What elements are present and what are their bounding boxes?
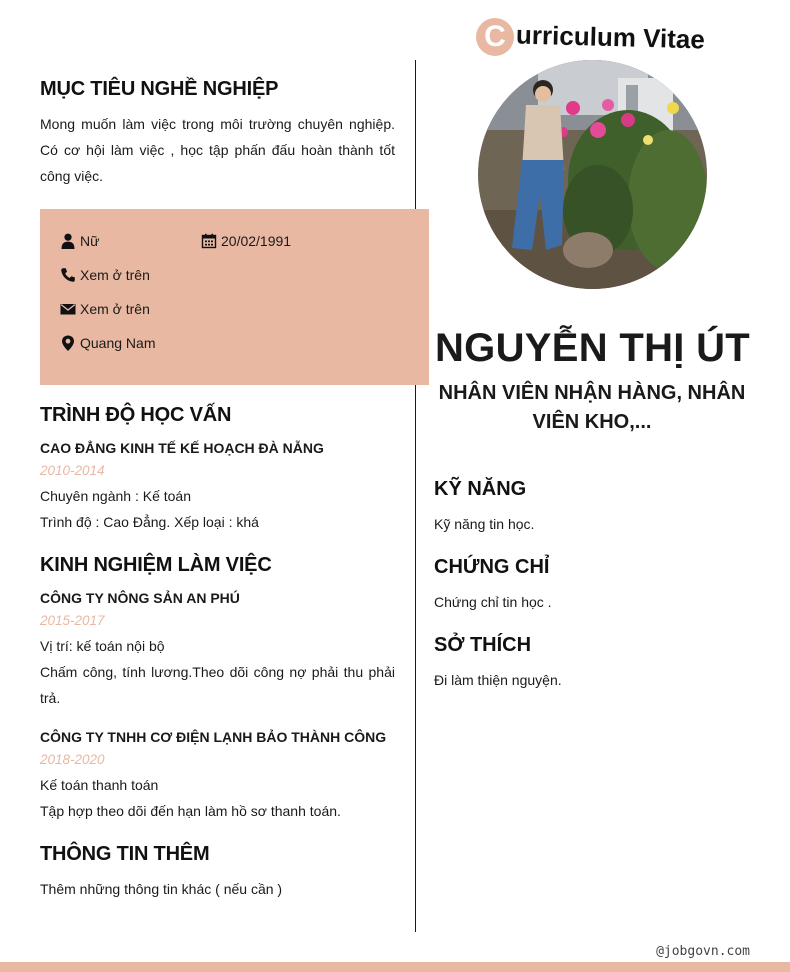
skills-heading: KỸ NĂNG xyxy=(434,478,527,500)
phone-icon xyxy=(60,267,76,283)
footer-bar xyxy=(0,962,790,972)
address-value: Quang Nam xyxy=(80,335,156,351)
job-description: Chấm công, tính lương.Theo dõi công nợ phải thu phải trả. xyxy=(40,664,395,706)
calendar-icon xyxy=(201,233,217,249)
logo-title: urriculum Vitae xyxy=(515,19,706,54)
hobbies-text: Đi làm thiện nguyện. xyxy=(434,672,562,688)
job-description: Tập hợp theo dõi đến hạn làm hồ sơ thanh toán. xyxy=(40,803,341,819)
person-icon xyxy=(60,233,76,249)
birthdate-row xyxy=(201,233,291,249)
profile-photo-image xyxy=(478,60,707,289)
job-period: 2015-2017 xyxy=(40,613,105,628)
certificates-heading: CHỨNG CHỈ xyxy=(434,556,550,578)
education-heading: TRÌNH ĐỘ HỌC VẤN xyxy=(40,404,232,426)
personal-info-box xyxy=(40,209,429,385)
additional-info-text: Thêm những thông tin khác ( nếu cần ) xyxy=(40,881,283,897)
education-period: 2010-2014 xyxy=(40,463,105,478)
location-pin-icon xyxy=(60,334,76,352)
desired-position: NHÂN VIÊN NHẬN HÀNG, NHÂN VIÊN KHO,... xyxy=(438,382,746,433)
birthdate-value: 20/02/1991 xyxy=(221,233,292,249)
gender-value: Nữ xyxy=(80,233,100,249)
watermark: @jobgovn.com xyxy=(656,944,750,959)
envelope-icon xyxy=(60,301,76,317)
objective-text: Mong muốn làm việc trong môi trường chuyên nghiệp. Có cơ hội làm việc , học tập phấn đấu hoàn thành tốt công việc. xyxy=(40,116,395,184)
address-row xyxy=(60,334,155,352)
objective-heading: MỤC TIÊU NGHỀ NGHIỆP xyxy=(40,78,279,100)
phone-value: Xem ở trên xyxy=(80,267,150,283)
skills-text: Kỹ năng tin học. xyxy=(434,516,535,532)
logo-badge xyxy=(476,18,514,56)
profile-photo xyxy=(478,60,707,289)
email-value: Xem ở trên xyxy=(80,301,150,317)
additional-info-heading: THÔNG TIN THÊM xyxy=(40,843,210,865)
certificates-text: Chứng chỉ tin học . xyxy=(434,594,552,610)
job-position: Vị trí: kế toán nội bộ xyxy=(40,638,165,654)
cv-logo xyxy=(476,18,705,56)
phone-row xyxy=(60,267,150,283)
experience-heading: KINH NGHIỆM LÀM VIỆC xyxy=(40,554,272,576)
logo-letter: C xyxy=(484,20,506,53)
candidate-name: NGUYỄN THỊ ÚT xyxy=(434,326,750,370)
hobbies-heading: SỞ THÍCH xyxy=(434,634,532,656)
gender-row xyxy=(60,233,99,249)
job-company: CÔNG TY NÔNG SẢN AN PHÚ xyxy=(40,590,240,606)
email-row xyxy=(60,301,150,317)
school-name: CAO ĐẲNG KINH TẾ KẾ HOẠCH ĐÀ NẴNG xyxy=(40,440,324,456)
column-divider xyxy=(415,60,416,932)
job-company: CÔNG TY TNHH CƠ ĐIỆN LẠNH BẢO THÀNH CÔNG xyxy=(40,729,387,745)
education-level: Trình độ : Cao Đẳng. Xếp loại : khá xyxy=(40,514,259,530)
education-major: Chuyên ngành : Kế toán xyxy=(40,488,192,504)
job-position: Kế toán thanh toán xyxy=(40,777,159,793)
job-period: 2018-2020 xyxy=(40,752,105,767)
